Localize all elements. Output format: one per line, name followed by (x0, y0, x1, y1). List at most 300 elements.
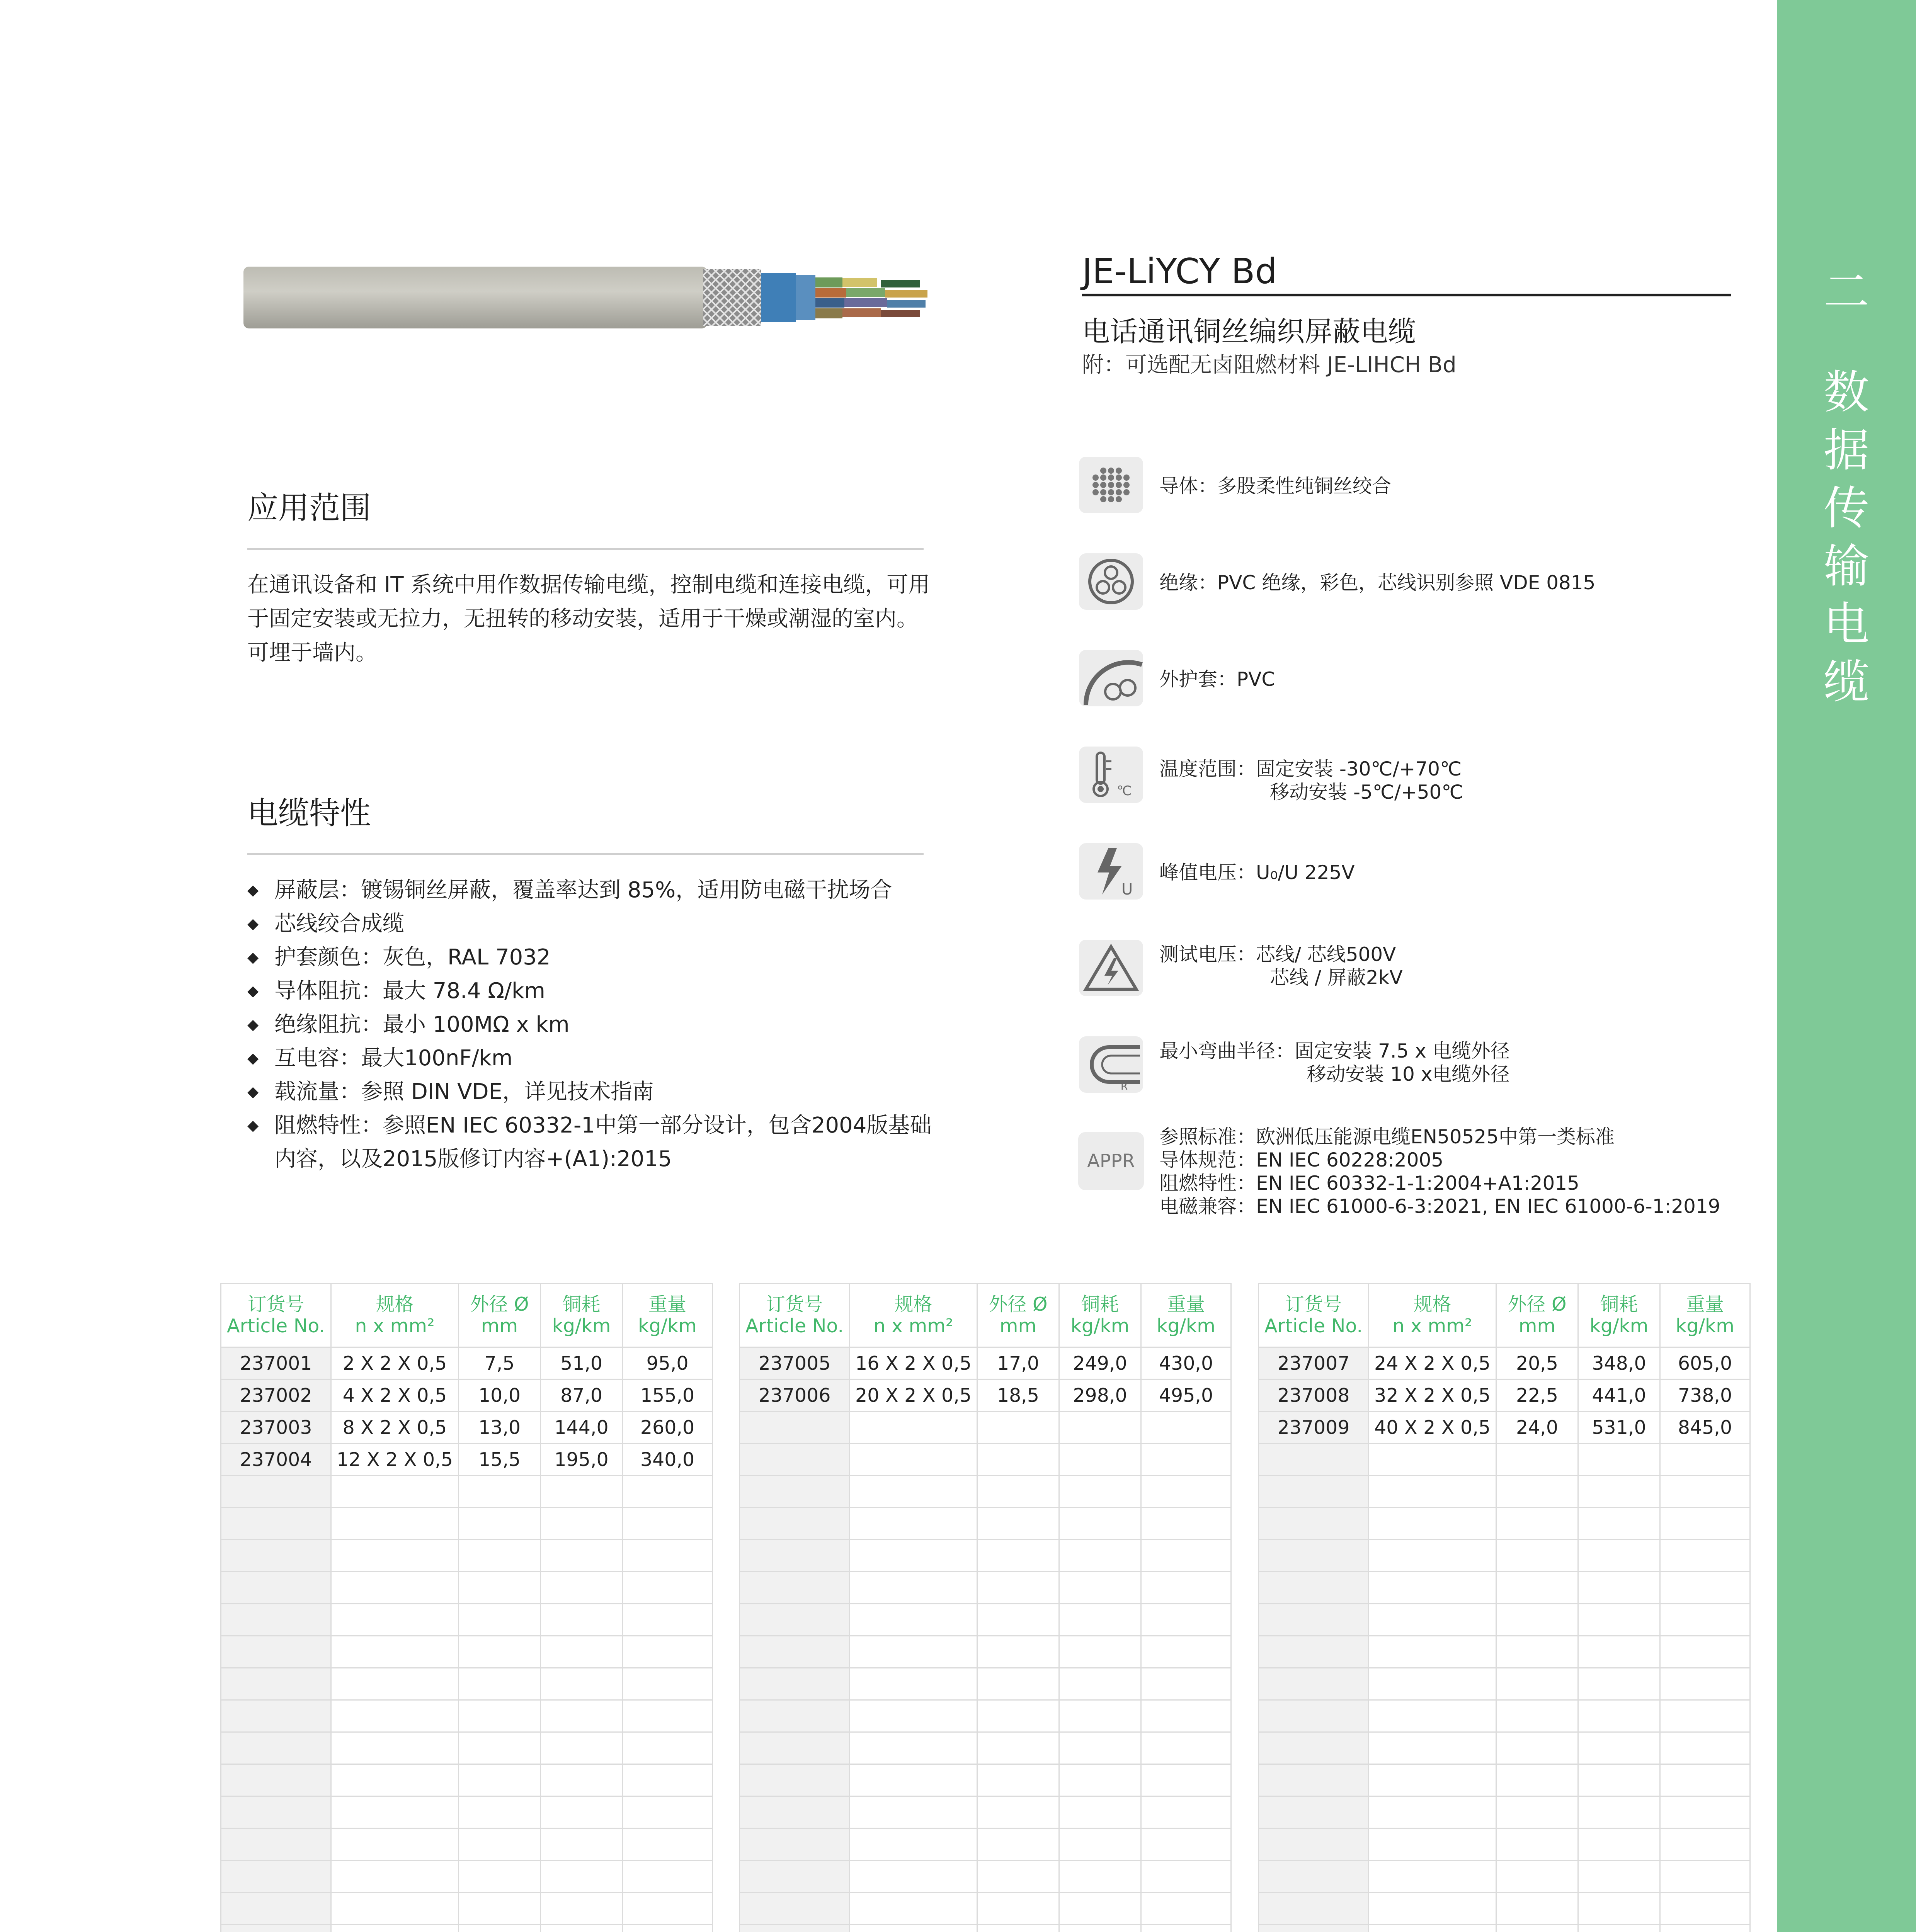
table-cell (221, 1636, 331, 1668)
spec-insulation: 绝缘：PVC 绝缘，彩色，芯线识别参照 VDE 0815 (1159, 571, 1596, 594)
table-cell (977, 1444, 1059, 1476)
table-cell (331, 1572, 459, 1604)
table-cell (1660, 1861, 1750, 1893)
section-vertical-title (1777, 263, 1916, 711)
table-cell (977, 1796, 1059, 1828)
table-row (740, 1700, 1231, 1732)
table-cell (1578, 1861, 1660, 1893)
table-cell (1578, 1508, 1660, 1540)
table-cell (459, 1732, 541, 1764)
table-row (221, 1925, 713, 1932)
table-cell (331, 1668, 459, 1700)
svg-text:℃: ℃ (1117, 783, 1132, 799)
table-cell (331, 1508, 459, 1540)
table-cell: 32 X 2 X 0,5 (1369, 1379, 1496, 1412)
table-row (1259, 1700, 1750, 1732)
table-cell (1369, 1828, 1496, 1861)
table-row (221, 1540, 713, 1572)
table-cell (740, 1476, 850, 1508)
product-subtitle: 电话通讯铜丝编织屏蔽电缆 (1082, 315, 1416, 348)
table-row (740, 1572, 1231, 1604)
table-cell (1059, 1925, 1141, 1932)
table-row (740, 1668, 1231, 1700)
table-cell (1578, 1444, 1660, 1476)
table-header-row (1259, 1284, 1750, 1347)
table-cell (1369, 1861, 1496, 1893)
table-cell (1259, 1604, 1369, 1636)
table-row (221, 1828, 713, 1861)
table-cell (221, 1764, 331, 1796)
table-header-cell: 外径 Ø mm (1496, 1284, 1578, 1347)
list-item: ◆ 绝缘阻抗：最小 100MΩ x km (247, 1008, 943, 1041)
table-cell (1141, 1540, 1231, 1572)
spec-table-3 (1258, 1283, 1751, 1932)
table-cell (1059, 1668, 1141, 1700)
table-cell (1369, 1732, 1496, 1764)
table-cell (1369, 1476, 1496, 1508)
table-cell (1496, 1668, 1578, 1700)
table-cell (1660, 1925, 1750, 1932)
table-cell: 22,5 (1496, 1379, 1578, 1412)
table-cell (1496, 1508, 1578, 1540)
table-cell (1369, 1925, 1496, 1932)
table-cell (541, 1828, 623, 1861)
table-row (1259, 1764, 1750, 1796)
table-cell (1496, 1476, 1578, 1508)
table-cell (1496, 1540, 1578, 1572)
table-row (740, 1893, 1231, 1925)
table-cell (1369, 1700, 1496, 1732)
table-cell (977, 1668, 1059, 1700)
table-cell (1578, 1893, 1660, 1925)
table-cell (1578, 1732, 1660, 1764)
bullet: ◆ (247, 1083, 259, 1100)
table-cell: 8 X 2 X 0,5 (331, 1412, 459, 1444)
table-cell (1259, 1540, 1369, 1572)
table-cell: 260,0 (623, 1412, 713, 1444)
table-cell (541, 1636, 623, 1668)
table-cell (459, 1508, 541, 1540)
table-cell: 237008 (1259, 1379, 1369, 1412)
table-cell (1259, 1796, 1369, 1828)
table-cell (1369, 1893, 1496, 1925)
table-header-cell: 重量 kg/km (1141, 1284, 1231, 1347)
conductor-icon (1078, 456, 1144, 514)
table-cell (1369, 1636, 1496, 1668)
appr-icon: APPR (1078, 1132, 1144, 1190)
table-cell (850, 1732, 977, 1764)
table-row (740, 1861, 1231, 1893)
table-cell: 237001 (221, 1347, 331, 1379)
table-cell (459, 1604, 541, 1636)
section-char: 数 (1823, 366, 1869, 419)
table-cell (221, 1796, 331, 1828)
table-cell: 237002 (221, 1379, 331, 1412)
table-cell (1141, 1925, 1231, 1932)
table-cell (850, 1796, 977, 1828)
table-cell (977, 1764, 1059, 1796)
table-row (221, 1444, 713, 1476)
table-cell (1059, 1732, 1141, 1764)
table-row (740, 1540, 1231, 1572)
table-cell (331, 1764, 459, 1796)
table-cell (1141, 1444, 1231, 1476)
table-cell: 495,0 (1141, 1379, 1231, 1412)
table-cell (1660, 1796, 1750, 1828)
table-cell (1259, 1764, 1369, 1796)
table-row (221, 1796, 713, 1828)
table-cell (623, 1764, 713, 1796)
table-cell (977, 1604, 1059, 1636)
table-row (740, 1347, 1231, 1379)
table-row (221, 1604, 713, 1636)
table-cell (850, 1700, 977, 1732)
table-cell (1141, 1732, 1231, 1764)
table-cell: 155,0 (623, 1379, 713, 1412)
table-cell: 95,0 (623, 1347, 713, 1379)
table-row (1259, 1508, 1750, 1540)
table-cell (1259, 1572, 1369, 1604)
table-cell: 24,0 (1496, 1412, 1578, 1444)
table-cell (1141, 1893, 1231, 1925)
table-cell (541, 1925, 623, 1932)
table-cell (1578, 1764, 1660, 1796)
svg-text:U: U (1121, 881, 1133, 898)
table-cell (221, 1861, 331, 1893)
table-row (1259, 1444, 1750, 1476)
insulation-icon (1078, 553, 1144, 611)
bullet: ◆ (247, 1049, 259, 1066)
sheath-icon (1078, 649, 1144, 707)
table-row (221, 1379, 713, 1412)
table-row (1259, 1636, 1750, 1668)
table-cell (331, 1828, 459, 1861)
table-cell (221, 1668, 331, 1700)
table-cell: 40 X 2 X 0,5 (1369, 1412, 1496, 1444)
table-cell: 340,0 (623, 1444, 713, 1476)
spec-conductor: 导体：多股柔性纯铜丝绞合 (1159, 475, 1391, 497)
table-header-cell: 规格 n x mm² (331, 1284, 459, 1347)
table-cell: 738,0 (1660, 1379, 1750, 1412)
thermometer-icon (1078, 746, 1144, 804)
list-item: ◆ 载流量：参照 DIN VDE，详见技术指南 (247, 1075, 943, 1109)
table-cell: 237005 (740, 1347, 850, 1379)
table-cell (459, 1764, 541, 1796)
table-cell (623, 1732, 713, 1764)
table-cell (1578, 1540, 1660, 1572)
divider (247, 548, 924, 550)
table-row (740, 1604, 1231, 1636)
table-cell (740, 1636, 850, 1668)
table-header-cell: 订货号 Article No. (1259, 1284, 1369, 1347)
table-cell (1259, 1668, 1369, 1700)
table-cell: 441,0 (1578, 1379, 1660, 1412)
table-row (1259, 1604, 1750, 1636)
table-cell (850, 1412, 977, 1444)
table-cell (1369, 1796, 1496, 1828)
table-cell (850, 1444, 977, 1476)
table-cell (1369, 1764, 1496, 1796)
table-cell (1141, 1861, 1231, 1893)
table-row (1259, 1476, 1750, 1508)
table-cell (459, 1700, 541, 1732)
table-cell (623, 1861, 713, 1893)
table-cell (331, 1476, 459, 1508)
table-header-cell: 规格 n x mm² (850, 1284, 977, 1347)
table-cell: 13,0 (459, 1412, 541, 1444)
product-note: 附：可选配无卤阻燃材料 JE-LIHCH Bd (1082, 352, 1457, 378)
section-char: 二 (1823, 265, 1869, 318)
table-cell: 20 X 2 X 0,5 (850, 1379, 977, 1412)
table-cell (977, 1540, 1059, 1572)
table-cell (459, 1540, 541, 1572)
table-cell: 605,0 (1660, 1347, 1750, 1379)
table-cell (1259, 1700, 1369, 1732)
table-cell (331, 1700, 459, 1732)
table-cell (1660, 1764, 1750, 1796)
table-cell (221, 1732, 331, 1764)
bullet: ◆ (247, 949, 259, 966)
table-cell (221, 1893, 331, 1925)
table-cell (1141, 1636, 1231, 1668)
table-row (1259, 1828, 1750, 1861)
table-cell (1660, 1636, 1750, 1668)
table-header-cell: 重量 kg/km (1660, 1284, 1750, 1347)
table-header-cell: 重量 kg/km (623, 1284, 713, 1347)
table-cell (1259, 1925, 1369, 1932)
table-cell (221, 1700, 331, 1732)
table-cell (1369, 1572, 1496, 1604)
table-cell (1059, 1636, 1141, 1668)
table-cell (1059, 1796, 1141, 1828)
svg-text:R: R (1121, 1081, 1128, 1092)
table-cell (331, 1796, 459, 1828)
table-cell: 298,0 (1059, 1379, 1141, 1412)
table-cell (459, 1828, 541, 1861)
table-cell (541, 1668, 623, 1700)
table-cell (740, 1893, 850, 1925)
table-row (740, 1828, 1231, 1861)
table-cell (1578, 1796, 1660, 1828)
table-cell (541, 1764, 623, 1796)
table-cell (850, 1668, 977, 1700)
table-cell (1141, 1508, 1231, 1540)
table-cell (1259, 1861, 1369, 1893)
table-cell (1141, 1700, 1231, 1732)
table-cell (740, 1925, 850, 1932)
table-cell (331, 1893, 459, 1925)
table-cell (1059, 1412, 1141, 1444)
table-cell (623, 1540, 713, 1572)
table-cell (740, 1700, 850, 1732)
table-cell (740, 1412, 850, 1444)
table-cell (623, 1572, 713, 1604)
table-cell (221, 1540, 331, 1572)
table-cell (1369, 1508, 1496, 1540)
spec-bend-radius: 最小弯曲半径：固定安装 7.5 x 电缆外径 移动安装 10 x电缆外径 (1159, 1040, 1510, 1085)
table-row (740, 1412, 1231, 1444)
list-item: ◆ 屏蔽层：镀锡铜丝屏蔽，覆盖率达到 85%，适用防电磁干扰场合 (247, 873, 943, 907)
table-header-cell: 外径 Ø mm (459, 1284, 541, 1347)
table-row (1259, 1732, 1750, 1764)
title-underline (1082, 294, 1731, 296)
table-cell (1496, 1828, 1578, 1861)
table-cell (1496, 1444, 1578, 1476)
table-cell (623, 1893, 713, 1925)
section-char: 据 (1823, 423, 1869, 477)
table-cell (221, 1828, 331, 1861)
spec-standards: 参照标准：欧洲低压能源电缆EN50525中第一类标准 导体规范：EN IEC 60228:2005 阻燃特性：EN IEC 60332-1-1:2004+A1:2015 电磁兼容：EN IEC 61000-6-3:2021, EN IEC 61000-6-1:2019 (1159, 1126, 1720, 1218)
table-cell (1259, 1444, 1369, 1476)
table-cell (850, 1925, 977, 1932)
table-cell (221, 1572, 331, 1604)
table-cell (541, 1700, 623, 1732)
table-cell (1059, 1508, 1141, 1540)
table-header-cell: 铜耗 kg/km (541, 1284, 623, 1347)
table-cell (1660, 1604, 1750, 1636)
table-cell (623, 1668, 713, 1700)
table-header-cell: 铜耗 kg/km (1059, 1284, 1141, 1347)
table-cell (459, 1668, 541, 1700)
table-row (740, 1796, 1231, 1828)
section-char: 输 (1823, 539, 1869, 593)
table-cell (850, 1508, 977, 1540)
table-cell (1059, 1444, 1141, 1476)
bullet: ◆ (247, 1016, 259, 1033)
table-cell (977, 1508, 1059, 1540)
bullet: ◆ (247, 881, 259, 898)
table-row (740, 1636, 1231, 1668)
table-row (740, 1764, 1231, 1796)
table-cell (1259, 1476, 1369, 1508)
table-cell: 4 X 2 X 0,5 (331, 1379, 459, 1412)
table-cell: 249,0 (1059, 1347, 1141, 1379)
table-cell (1496, 1925, 1578, 1932)
table-cell (221, 1476, 331, 1508)
table-cell: 237004 (221, 1444, 331, 1476)
table-cell (1496, 1893, 1578, 1925)
table-cell (1141, 1412, 1231, 1444)
table-row (221, 1764, 713, 1796)
table-cell (1496, 1700, 1578, 1732)
table-cell (1578, 1604, 1660, 1636)
table-cell (977, 1893, 1059, 1925)
table-row (1259, 1572, 1750, 1604)
table-cell (977, 1476, 1059, 1508)
table-cell (623, 1604, 713, 1636)
table-header-cell: 铜耗 kg/km (1578, 1284, 1660, 1347)
table-cell (850, 1540, 977, 1572)
table-cell (1578, 1828, 1660, 1861)
table-row (221, 1700, 713, 1732)
table-row (221, 1893, 713, 1925)
table-cell (850, 1861, 977, 1893)
section-char: 电 (1823, 597, 1869, 651)
table-cell (977, 1925, 1059, 1932)
table-cell (1259, 1636, 1369, 1668)
table-cell (623, 1828, 713, 1861)
table-cell (331, 1861, 459, 1893)
table-cell (331, 1604, 459, 1636)
table-cell (331, 1732, 459, 1764)
table-row (221, 1508, 713, 1540)
spec-table-2 (739, 1283, 1232, 1932)
table-cell (331, 1636, 459, 1668)
table-row (1259, 1668, 1750, 1700)
table-cell (541, 1796, 623, 1828)
table-cell (977, 1828, 1059, 1861)
list-item: ◆ 互电容：最大100nF/km (247, 1041, 943, 1075)
table-cell (1141, 1828, 1231, 1861)
table-cell (1259, 1893, 1369, 1925)
table-cell (221, 1508, 331, 1540)
table-cell (1369, 1444, 1496, 1476)
table-cell (740, 1764, 850, 1796)
table-cell: 16 X 2 X 0,5 (850, 1347, 977, 1379)
test-voltage-icon (1078, 939, 1144, 997)
bullet: ◆ (247, 982, 259, 999)
table-cell (1578, 1572, 1660, 1604)
table-cell (1660, 1732, 1750, 1764)
table-cell: 24 X 2 X 0,5 (1369, 1347, 1496, 1379)
voltage-icon (1078, 842, 1144, 900)
table-cell (1660, 1668, 1750, 1700)
table-cell (221, 1604, 331, 1636)
table-cell (459, 1636, 541, 1668)
table-cell (541, 1861, 623, 1893)
table-cell (1660, 1700, 1750, 1732)
application-text: 在通讯设备和 IT 系统中用作数据传输电缆，控制电缆和连接电缆，可用于固定安装或无拉力，无扭转的移动安装，适用于干燥或潮湿的室内。可埋于墙内。 (247, 572, 930, 665)
table-cell (1141, 1796, 1231, 1828)
table-cell (1059, 1764, 1141, 1796)
table-cell (541, 1732, 623, 1764)
table-cell (623, 1796, 713, 1828)
table-cell (1141, 1604, 1231, 1636)
table-header-cell: 订货号 Article No. (221, 1284, 331, 1347)
table-header-cell: 规格 n x mm² (1369, 1284, 1496, 1347)
table-cell (977, 1861, 1059, 1893)
table-row (221, 1572, 713, 1604)
table-row (221, 1861, 713, 1893)
table-cell (1578, 1636, 1660, 1668)
table-cell: 12 X 2 X 0,5 (331, 1444, 459, 1476)
table-cell (459, 1572, 541, 1604)
table-cell: 18,5 (977, 1379, 1059, 1412)
table-cell (1369, 1668, 1496, 1700)
table-cell (850, 1572, 977, 1604)
table-row (221, 1476, 713, 1508)
section-char: 缆 (1823, 655, 1869, 709)
table-cell: 195,0 (541, 1444, 623, 1476)
table-row (740, 1508, 1231, 1540)
divider (247, 853, 924, 855)
spec-test-voltage: 测试电压：芯线/ 芯线500V 芯线 / 屏蔽2kV (1159, 943, 1403, 989)
table-cell (1259, 1508, 1369, 1540)
table-row (1259, 1861, 1750, 1893)
table-cell (1578, 1668, 1660, 1700)
table-cell (541, 1893, 623, 1925)
spec-voltage: 峰值电压：U₀/U 225V (1159, 861, 1355, 884)
cable-image (240, 263, 966, 332)
table-cell (459, 1796, 541, 1828)
table-cell (1059, 1700, 1141, 1732)
table-cell (740, 1828, 850, 1861)
table-cell (459, 1476, 541, 1508)
table-header-row (740, 1284, 1231, 1347)
table-cell (1496, 1861, 1578, 1893)
table-cell (541, 1476, 623, 1508)
table-cell: 237007 (1259, 1347, 1369, 1379)
